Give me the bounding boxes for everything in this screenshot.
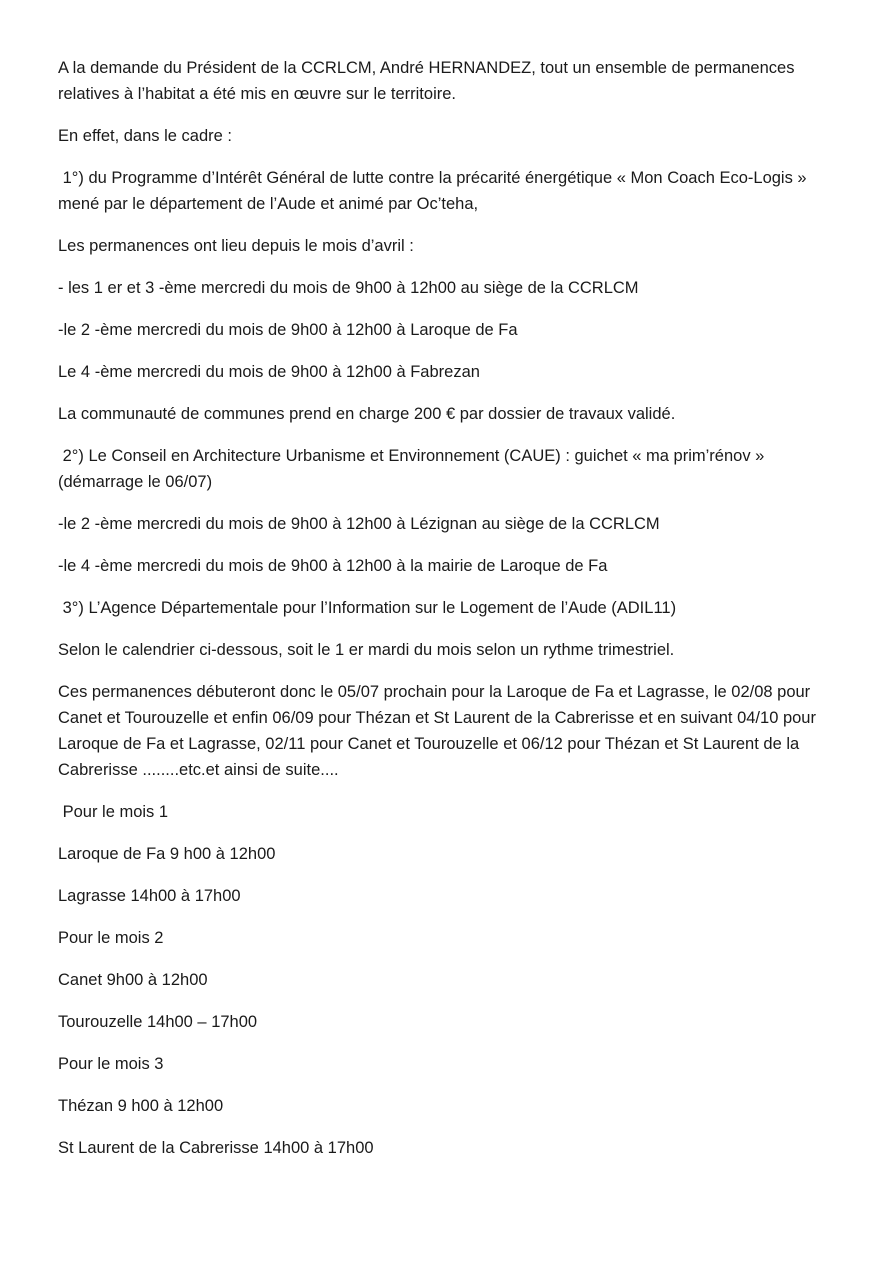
document-body bbox=[58, 55, 828, 1177]
section-2-schedule-item: -le 2 -ème mercredi du mois de 9h00 à 12h00 à Lézignan au siège de la CCRLCM bbox=[58, 515, 660, 533]
month-3-item: St Laurent de la Cabrerisse 14h00 à 17h00 bbox=[58, 1139, 374, 1157]
section-3-heading: 3°) L’Agence Départementale pour l’Information sur le Logement de l’Aude (ADIL11) bbox=[58, 599, 677, 617]
month-1-heading: Pour le mois 1 bbox=[58, 803, 169, 821]
intro-paragraph: A la demande du Président de la CCRLCM, André HERNANDEZ, tout un ensemble de permanences relatives à l’habitat a été mis en œuvre sur le territoire. bbox=[58, 59, 800, 103]
section-3-dates-paragraph: Ces permanences débuteront donc le 05/07 prochain pour la Laroque de Fa et Lagrasse, le 02/08 pour Canet et Tourouzelle et enfin 06/09 pour Thézan et St Laurent de la Cabrerisse et en suivant 04/10 pour Laroque de Fa et Lagrasse, 02/11 pour Canet et Tourouzelle et 06/12 pour Thézan et St Laurent de la Cabrerisse ........etc.et ainsi de suite.... bbox=[58, 683, 821, 779]
month-2-heading: Pour le mois 2 bbox=[58, 929, 164, 947]
funding-note: La communauté de communes prend en charge 200 € par dossier de travaux validé. bbox=[58, 405, 676, 423]
section-2-heading: 2°) Le Conseil en Architecture Urbanisme et Environnement (CAUE) : guichet « ma prim’rénov » (démarrage le 06/07) bbox=[58, 447, 769, 491]
section-1-heading: 1°) du Programme d’Intérêt Général de lutte contre la précarité énergétique « Mon Coach Eco-Logis » mené par le département de l’Aude et animé par Oc’teha, bbox=[58, 169, 816, 213]
section-1-schedule-item: Le 4 -ème mercredi du mois de 9h00 à 12h00 à Fabrezan bbox=[58, 363, 480, 381]
section-3-calendar-intro: Selon le calendrier ci-dessous, soit le 1 er mardi du mois selon un rythme trimestriel. bbox=[58, 641, 675, 659]
section-1-schedule-item: -le 2 -ème mercredi du mois de 9h00 à 12h00 à Laroque de Fa bbox=[58, 321, 518, 339]
section-1-schedule-intro: Les permanences ont lieu depuis le mois d’avril : bbox=[58, 237, 414, 255]
section-2-schedule-item: -le 4 -ème mercredi du mois de 9h00 à 12h00 à la mairie de Laroque de Fa bbox=[58, 557, 608, 575]
section-1-schedule-item: - les 1 er et 3 -ème mercredi du mois de 9h00 à 12h00 au siège de la CCRLCM bbox=[58, 279, 639, 297]
month-2-item: Tourouzelle 14h00 – 17h00 bbox=[58, 1013, 258, 1031]
month-2-item: Canet 9h00 à 12h00 bbox=[58, 971, 208, 989]
month-3-heading: Pour le mois 3 bbox=[58, 1055, 164, 1073]
month-1-item: Lagrasse 14h00 à 17h00 bbox=[58, 887, 241, 905]
context-intro: En effet, dans le cadre : bbox=[58, 127, 232, 145]
month-3-item: Thézan 9 h00 à 12h00 bbox=[58, 1097, 224, 1115]
month-1-item: Laroque de Fa 9 h00 à 12h00 bbox=[58, 845, 276, 863]
